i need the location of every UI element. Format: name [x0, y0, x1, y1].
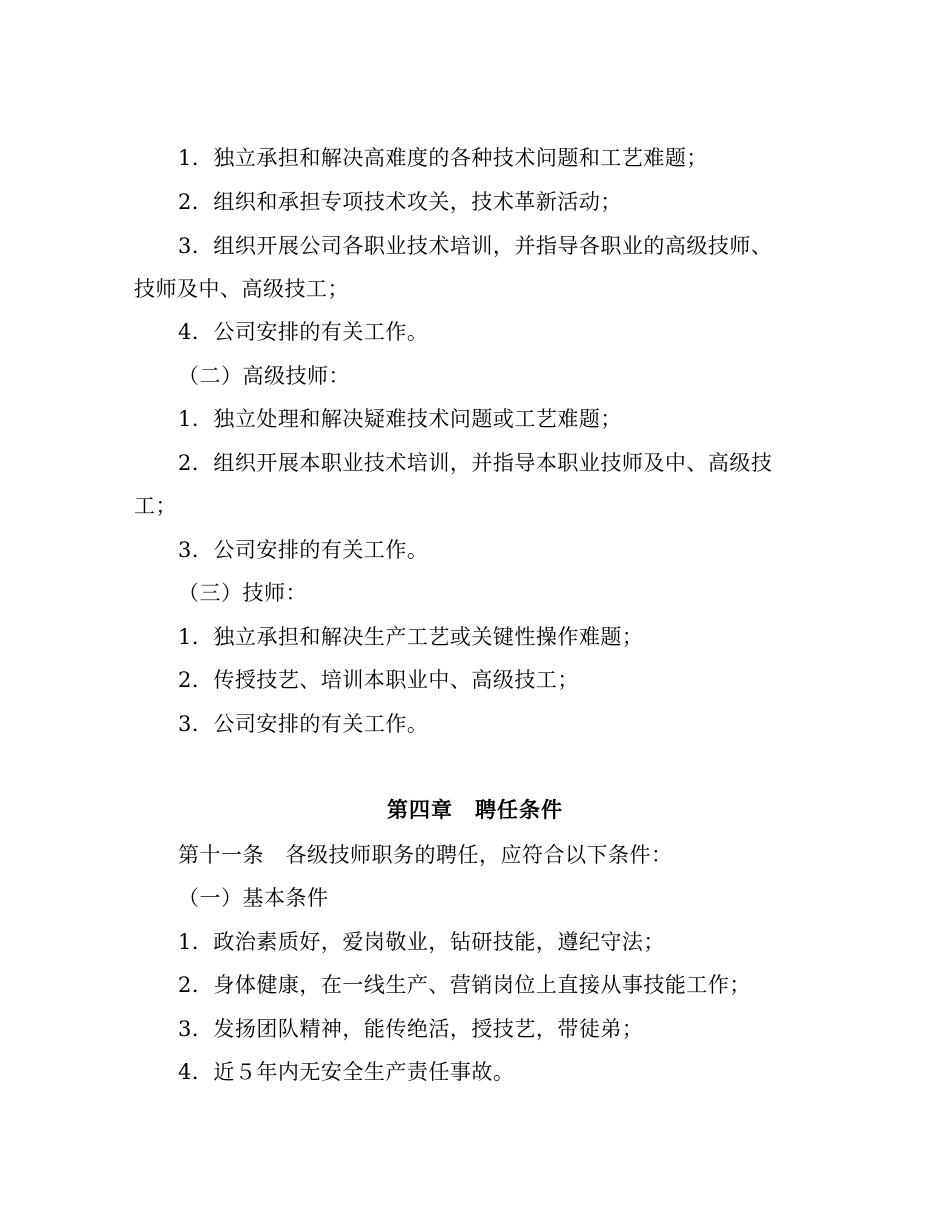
- list-item: 1．独立处理和解决疑难技术问题或工艺难题；: [178, 407, 622, 431]
- list-item: 1．独立承担和解决生产工艺或关键性操作难题；: [178, 625, 644, 649]
- article-text: 第十一条 各级技师职务的聘任，应符合以下条件：: [178, 843, 673, 867]
- list-item: 4．近５年内无安全生产责任事故。: [178, 1060, 515, 1084]
- list-item: 3．公司安排的有关工作。: [178, 712, 429, 736]
- list-item: 2．组织开展本职业技术培训，并指导本职业技师及中、高级技: [178, 451, 773, 475]
- section-heading: （三）技师：: [178, 581, 307, 605]
- list-item: 3．公司安排的有关工作。: [178, 538, 429, 562]
- list-item: 3．组织开展公司各职业技术培训，并指导各职业的高级技师、: [178, 234, 773, 258]
- list-item-continuation: 技师及中、高级技工；: [134, 277, 349, 301]
- section-heading: （一）基本条件: [178, 886, 329, 910]
- list-item: 3．发扬团队精神，能传绝活，授技艺，带徒弟；: [178, 1017, 644, 1041]
- chapter-title: 第四章 聘任条件: [387, 797, 563, 822]
- list-item: 2．身体健康，在一线生产、营销岗位上直接从事技能工作；: [178, 973, 751, 997]
- list-item: 1．独立承担和解决高难度的各种技术问题和工艺难题；: [178, 146, 708, 170]
- list-item: 4．公司安排的有关工作。: [178, 320, 429, 344]
- section-heading: （二）高级技师：: [178, 364, 350, 388]
- list-item: 2．传授技艺、培训本职业中、高级技工；: [178, 668, 579, 692]
- list-item-continuation: 工；: [134, 494, 177, 518]
- list-item: 2．组织和承担专项技术攻关，技术革新活动；: [178, 190, 622, 214]
- list-item: 1．政治素质好，爱岗敬业，钻研技能，遵纪守法；: [178, 930, 665, 954]
